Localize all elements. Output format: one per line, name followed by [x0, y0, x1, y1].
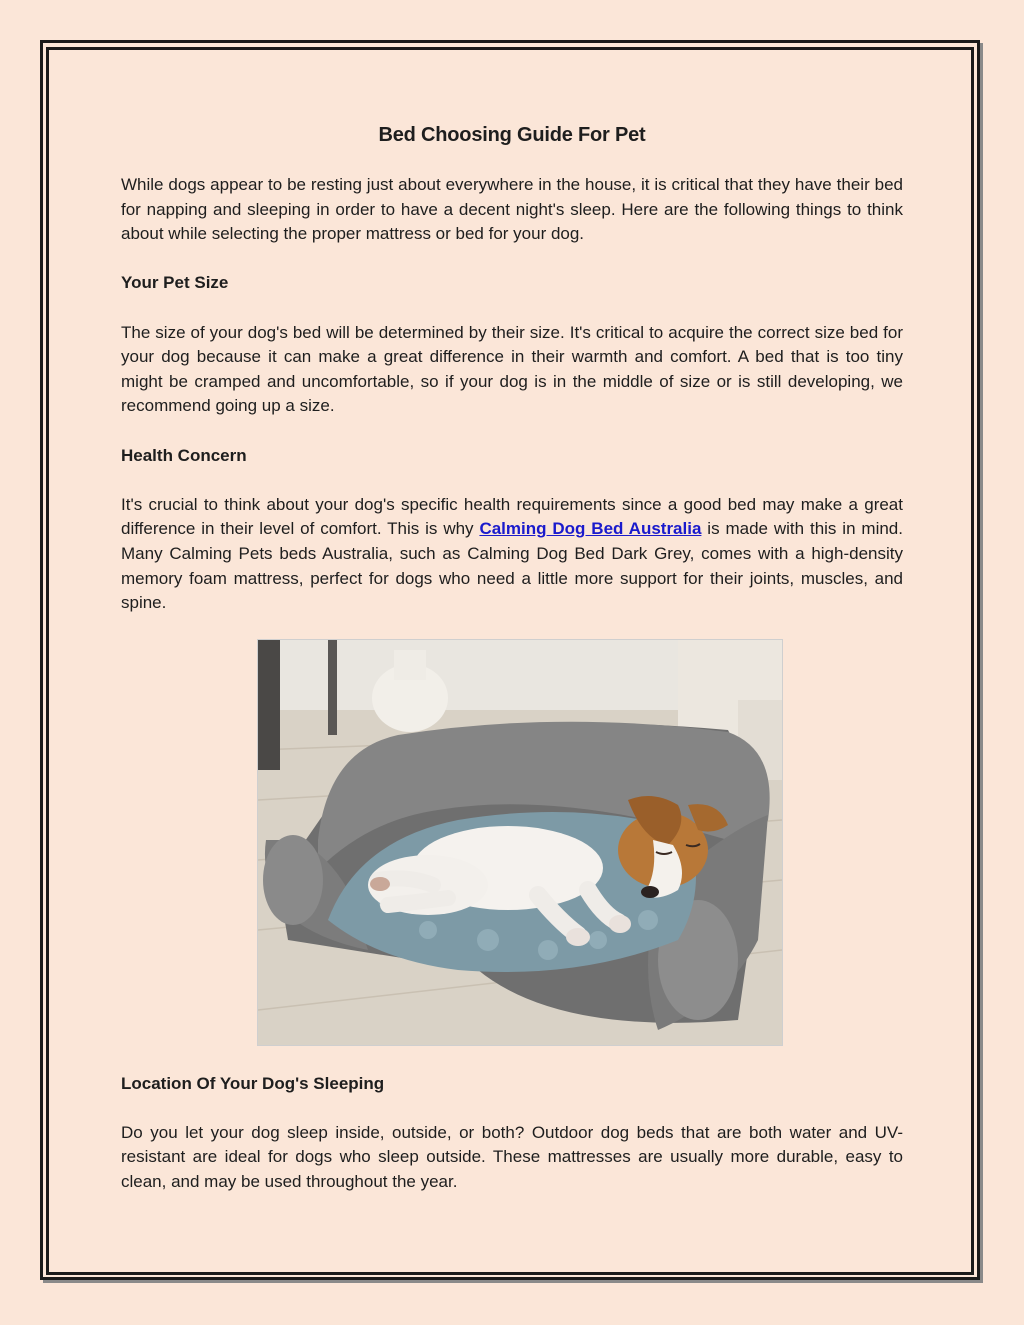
document-body — [121, 120, 903, 1195]
section-body-pet-size: The size of your dog's bed will be determined by their size. It's critical to acquire the correct size bed for your dog because it can make a great difference in their warmth and comfort. A bed that is too tiny might be cramped and uncomfortable, so if your dog is in the middle of size or is still developing, we recommend going up a size. — [121, 322, 903, 416]
dog-bed-photo — [257, 639, 783, 1046]
section-body-location: Do you let your dog sleep inside, outside, or both? Outdoor dog beds that are both water and UV-resistant are ideal for dogs who sleep outside. These mattresses are usually more durable, easy to clean, and may be used throughout the year. — [121, 1122, 903, 1192]
calming-dog-bed-link[interactable]: Calming Dog Bed Australia — [479, 519, 702, 539]
page-title: Bed Choosing Guide For Pet — [378, 124, 646, 146]
intro-paragraph: While dogs appear to be resting just about everywhere in the house, it is critical that they have their bed for napping and sleeping in order to have a decent night's sleep. Here are the following things to think about while selecting the proper mattress or bed for your dog. — [121, 175, 903, 244]
section-heading-health-concern: Health Concern — [121, 445, 247, 465]
health-text-before-link: It's crucial to think about your dog's specific health requirements since a good bed may make a great difference in their level of comfort. This is why — [121, 494, 903, 539]
section-body-health-concern — [121, 493, 903, 616]
section-heading-pet-size: Your Pet Size — [121, 273, 229, 293]
section-heading-location: Location Of Your Dog's Sleeping — [121, 1073, 385, 1093]
health-text-after-link: is made with this in mind. Many Calming Pets beds Australia, such as Calming Dog Bed Dark Grey, comes with a high-density memory foam mattress, perfect for dogs who need a little more support for their joints, muscles, and spine. — [121, 519, 903, 613]
